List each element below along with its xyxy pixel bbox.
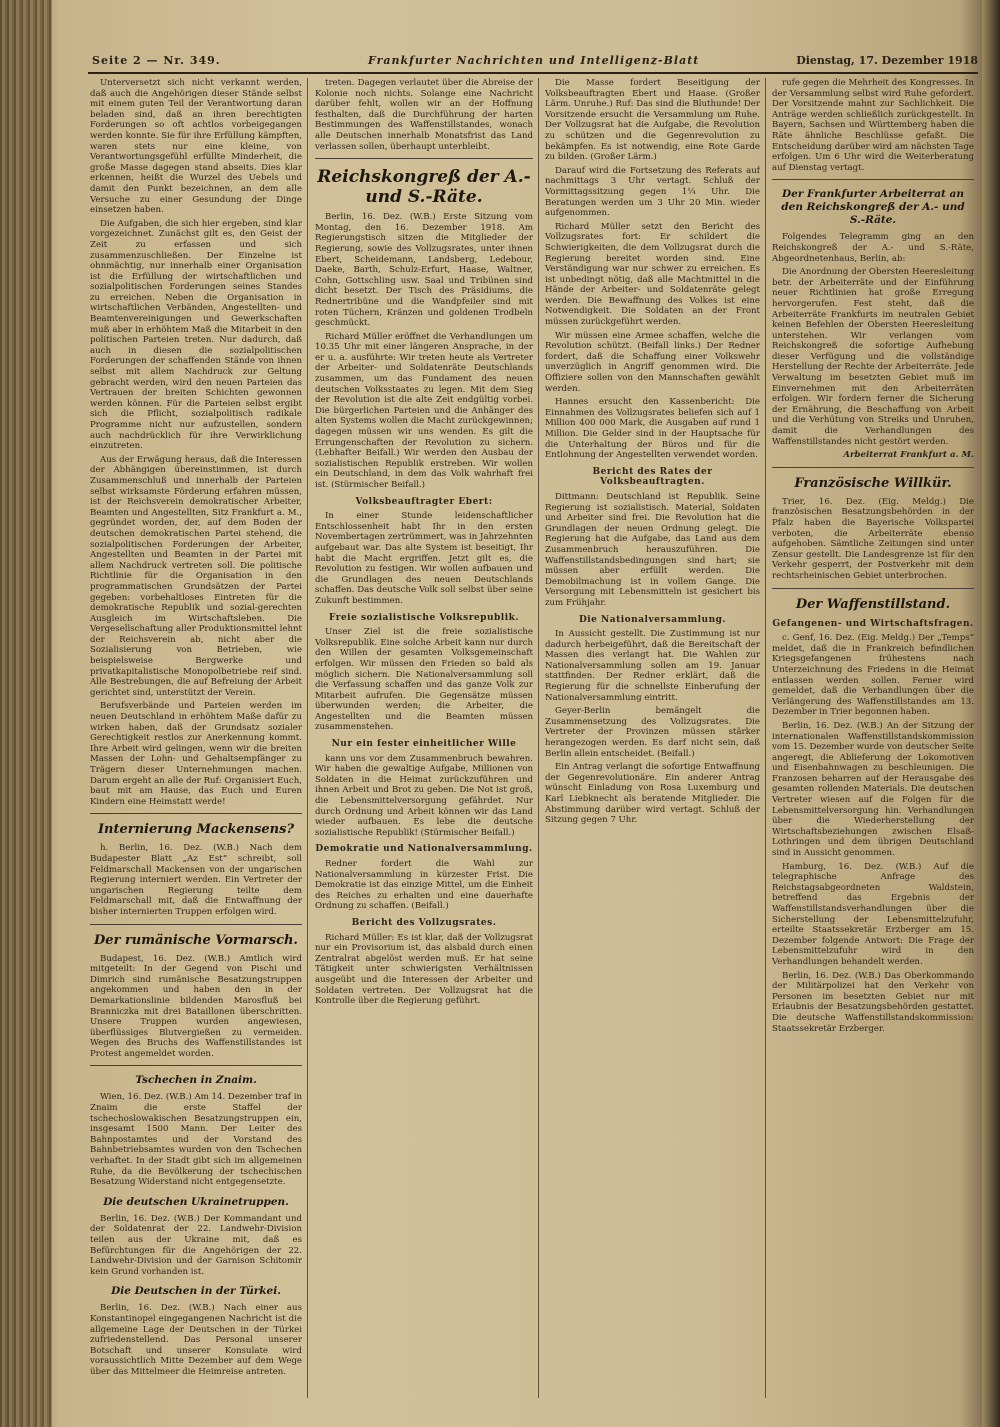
column-4	[772, 78, 974, 1408]
divider	[90, 813, 302, 814]
article-text: Wir müssen eine Armee schaffen, welche die Revolution schützt. (Beifall links.) Der Redner fordert, daß die Schaffung einer Volkswehr unverzüglich in Angriff genommen wird. Die Offiziere sollen von den Mannschaften gewählt werden.	[545, 330, 760, 394]
headline-reichskongress: Reichskongreß der A.- und S.-Räte.	[317, 167, 531, 208]
article-text: Unterversetzt sich nicht verkannt werden, daß auch die Angehörigen dieser Stände selbst mit einem guten Teil der Verantwortung daran beladen sind, daß an ihren berechtigten Forderungen so oft achtlos vorbeigegangen werden konnte. Sie für ihre Erfüllung kämpften, waren stets nur eine kleine, von Verantwortungsgefühl erfüllte Minderheit, die große Masse dagegen stand abseits. Dies klar erkennen, heißt die Wurzel des Uebels und damit den Punkt bezeichnen, an dem alle Versuche zu einer Gesundung der Dinge einsetzen haben.	[90, 78, 302, 216]
divider	[90, 924, 302, 925]
article-text: Richard Müller setzt den Bericht des Vollzugsrates fort: Er schildert die Schwierigkeiten, die dem Vollzugsrat durch die Regierung bereitet worden sind. Eine Verständigung war nur schwer zu erreichen. Es ist unbedingt nötig, daß alle Machtmittel in die Hände der Arbeiter- und Soldatenräte gelegt werden. Die Bewaffnung des Volkes ist eine Notwendigkeit. Die Soldaten an der Front müssen zurückgeführt werden.	[545, 221, 760, 328]
headline-tschechen: Tschechen in Znaim.	[135, 1074, 257, 1087]
subheadline-volksrepublik: Freie sozialistische Volksrepublik.	[328, 612, 520, 623]
article-text: Redner fordert die Wahl zur Nationalversammlung in kürzester Frist. Die Demokratie ist das einzige Mittel, um die Einheit des Reiches zu erhalten und eine dauerhafte Ordnung zu schaffen. (Beifall.)	[315, 859, 533, 912]
article-text: h. Berlin, 16. Dez. (W.B.) Nach dem Budapester Blatt „Az Est“ schreibt, soll Feldmarschall Mackensen von der ungarischen Regierung interniert werden. Ein Vertreter der ungarischen Regierung teilte dem Feldmarschall mit, daß die Entwaffnung der bisher internierten Truppen erfolgen wird.	[90, 843, 302, 917]
article-text: kann uns vor dem Zusammenbruch bewahren. Wir haben die gewaltige Aufgabe, Millionen von Soldaten in die Heimat zurückzuführen und ihnen Arbeit und Brot zu geben. Die Not ist groß, die Lebensmittelversorgung gefährdet. Nur durch Ordnung und Arbeit können wir das Land wieder aufbauen. Es lebe die deutsche sozialistische Republik! (Stürmischer Beifall.)	[315, 753, 533, 838]
subheadline-wille: Nur ein fester einheitlicher Wille	[331, 739, 517, 750]
article-text: Berlin, 16. Dez. (W.B.) Nach einer aus Konstantinopel eingegangenen Nachricht ist die allgemeine Lage der Deutschen in der Türkei zufriedenstellend. Das Personal unserer Botschaft und unserer Konsulate wird voraussichtlich Mitte Dezember auf dem Wege über das Mittelmeer die Heimreise antreten.	[90, 1303, 302, 1377]
article-text: treten. Dagegen verlautet über die Abreise der Kolonie noch nichts. Solange eine Nachricht darüber fehlt, wollen wir an der Hoffnung festhalten, daß die Durchführung der harten Bestimmungen des Waffenstillstandes, wonach alle Deutschen innerhalb Monatsfrist das Land verlassen sollen, überhaupt unterbleibt.	[315, 78, 533, 152]
headline-franzoesische-willkuer: Französische Willkür.	[794, 475, 952, 491]
article-text: Hamburg, 16. Dez. (W.B.) Auf die telegraphische Anfrage des Reichstagsabgeordneten Waldstein, betreffend das Ergebnis der Waffenstillstandsverhandlungen über die Sicherstellung der Lebensmittelzufuhr, erteilte Staatssekretär Erzberger am 15. Dezember folgende Antwort: Die Frage der Lebensmittelzufuhr wird in den Verhandlungen behandelt werden.	[772, 861, 974, 967]
subheadline-nationalversammlung: Die Nationalversammlung.	[578, 614, 727, 625]
article-text: c. Genf, 16. Dez. (Eig. Meldg.) Der „Temps“ meldet, daß die in Frankreich befindlichen Kriegsgefangenen frühestens nach Unterzeichnung des Friedens in die Heimat entlassen werden sollen. Ferner wird gemeldet, daß die Verhandlungen über die Verlängerung des Waffenstillstandes am 13. Dezember in Trier begonnen haben.	[772, 633, 974, 718]
page-header	[88, 52, 978, 74]
article-text: Ein Antrag verlangt die sofortige Entwaffnung der Gegenrevolutionäre. Ein anderer Antrag wünscht Einladung von Rosa Luxemburg und Karl Liebknecht als beratende Mitglieder. Die Abstimmung darüber wird vertagt. Schluß der Sitzung gegen 7 Uhr.	[545, 762, 760, 826]
article-text: Wien, 16. Dez. (W.B.) Am 14. Dezember traf in Znaim die erste Staffel der tschechoslowakischen Besatzungstruppen ein, insgesamt 1500 Mann. Der Leiter des Bahnpostamtes und der Vorstand des Bahnbetriebsamtes wurden von den Tschechen verhaftet. In der Stadt gibt sich im allgemeinen Ruhe, da die Bevölkerung der tschechischen Besatzung Widerstand nicht entgegensetzte.	[90, 1092, 302, 1188]
divider	[315, 158, 533, 159]
column-3	[545, 78, 760, 1408]
headline-ukraine: Die deutschen Ukrainetruppen.	[103, 1195, 289, 1208]
subheadline-bericht: Bericht des Vollzugsrates.	[351, 917, 497, 928]
article-text: Trier, 16. Dez. (Eig. Meldg.) Die französischen Besatzungsbehörden in der Pfalz haben die Bayerische Volkspartei verboten, die Arbeiterräte ebenso aufgehoben. Sämtliche Zeitungen sind unter Zensur gestellt. Die Landesgrenze ist für den Verkehr gesperrt, der Postverkehr mit dem rechtsrheinischen Gebiet unterbrochen.	[772, 496, 974, 581]
article-text: Folgendes Telegramm ging an den Reichskongreß der A.- und S.-Räte, Abgeordnetenhaus, Berlin, ab:	[772, 232, 974, 264]
article-text: Berlin, 16. Dez. (W.B.) An der Sitzung der internationalen Waffenstillstandskommission vom 15. Dezember wurde von deutscher Seite angeregt, die Ablieferung der Lokomotiven und Eisenbahnwagen zu beschleunigen. Die Franzosen beharren auf der Herausgabe des gesamten rollenden Materials. Die deutschen Vertreter wiesen auf die Folgen für die Lebensmittelversorgung hin. Verhandlungen über die Wiederherstellung der Wirtschaftsbeziehungen zwischen Elsaß-Lothringen und dem übrigen Deutschland sind in Aussicht genommen.	[772, 720, 974, 859]
divider	[772, 467, 974, 468]
book-binding	[0, 0, 52, 1427]
article-text: Budapest, 16. Dez. (W.B.) Amtlich wird mitgeteilt: In der Gegend von Pischi und Dimrich sind rumänische Besatzungstruppen angekommen und haben den in der Demarkationslinie bildenden Marosfluß bei Branniczka mit drei Bataillonen überschritten. Unsere Truppen wurden angewiesen, überflüssiges Blutvergießen zu vermeiden. Wegen des Bruchs des Waffenstillstandes ist Protest angemeldet worden.	[90, 953, 302, 1059]
article-text: Berlin, 16. Dez. (W.B.) Das Oberkommando der Militärpolizei hat den Verkehr von Personen im besetzten Gebiet nur mit Erlaubnis der Besatzungsbehörden gestattet. Die deutsche Waffenstillstandskommission: Staatssekretär Erzberger.	[772, 970, 974, 1034]
article-text: Die Anordnung der Obersten Heeresleitung betr. der Arbeiterräte und der Einführung neuer Richtlinien hat große Erregung hervorgerufen. Fest steht, daß die Arbeiterräte Frankfurts im neutralen Gebiet keinen Befehlen der Obersten Heeresleitung unterstehen. Wir verlangen vom Reichskongreß die sofortige Aufhebung dieser Verfügung und die vollständige Herstellung der Rechte der Arbeiterräte. Jede Verwaltung im besetzten Gebiet muß im Einvernehmen mit den Arbeiterräten erfolgen. Wir fordern ferner die Sicherung der Ernährung, die Beschaffung von Arbeit und die Verhütung von Streiks und Unruhen, damit die Verhandlungen des Waffenstillstandes nicht gestört werden.	[772, 267, 974, 447]
issue-date: Dienstag, 17. Dezember 1918	[796, 54, 978, 67]
article-text: Die Masse fordert Beseitigung der Volksbeauftragten Ebert und Haase. (Großer Lärm. Unruhe.) Ruf: Das sind die Bluthunde! Der Vorsitzende ersucht die Versammlung um Ruhe. Der Vollzugsrat hat die Aufgabe, die Revolution zu schützen und die Gegenrevolution zu bekämpfen. Es ist notwendig, eine Rote Garde zu bilden. (Großer Lärm.)	[545, 78, 760, 163]
column-2	[315, 78, 533, 1408]
newspaper-title: Frankfurter Nachrichten und Intelligenz-Blatt	[368, 54, 700, 67]
page-edge-shadow	[982, 0, 1000, 1427]
divider	[90, 1065, 302, 1066]
article-text: rufe gegen die Mehrheit des Kongresses. In der Versammlung selbst wird Ruhe gefordert. Der Vorsitzende mahnt zur Sachlichkeit. Die Anträge werden schließlich zurückgestellt. In Bayern, Sachsen und Württemberg haben die Räte ähnliche Beschlüsse gefaßt. Die Entscheidung darüber wird am nächsten Tage erfolgen. Um 6 Uhr wird die Weiterberatung auf Dienstag vertagt.	[772, 78, 974, 173]
signature-arbeiterrat: Arbeiterrat Frankfurt a. M.	[843, 450, 974, 461]
headline-frankfurter-arbeiterrat: Der Frankfurter Arbeiterrat an den Reichskongreß der A.- und S.-Räte.	[781, 188, 965, 227]
column-rule	[538, 78, 539, 1398]
divider	[772, 588, 974, 589]
article-text: In einer Stunde leidenschaftlicher Entschlossenheit habt Ihr in den ersten Novembertagen zertrümmert, was in Jahrzehnten aufgebaut war. Das alte System ist beseitigt, Ihr habt die Macht ergriffen. Jetzt gilt es, die Revolution zu festigen. Wir wollen aufbauen und die Grundlagen des neuen Deutschlands schaffen. Das deutsche Volk soll selbst über seine Zukunft bestimmen.	[315, 511, 533, 606]
subheadline-demokratie: Demokratie und Nationalversammlung.	[315, 844, 533, 855]
headline-rumaenisch: Der rumänische Vormarsch.	[94, 932, 298, 948]
article-text: In Aussicht gestellt. Die Zustimmung ist nur dadurch herbeigeführt, daß die Bereitschaft der Massen dies verlangt hat. Die Wahlen zur Nationalversammlung sollen am 19. Januar stattfinden. Der Redner erklärt, daß die Regierung für die schnellste Einberufung der Nationalversammlung eintritt.	[545, 629, 760, 703]
article-text: Hannes ersucht den Kassenbericht: Die Einnahmen des Vollzugsrates beliefen sich auf 1 Million 400 000 Mark, die Ausgaben auf rund 1 Million. Die Gelder sind in der Hauptsache für die Unterhaltung der Büros und für die Entlohnung der Angestellten verwendet worden.	[545, 397, 760, 461]
article-text: Berufsverbände und Parteien werden im neuen Deutschland in erhöhtem Maße dafür zu wirken haben, daß der Grundsatz sozialer Gerechtigkeit restlos zur Anerkennung kommt. Ihre Arbeit wird gelingen, wenn wir die breiten Massen der Lohn- und Gehaltsempfänger zu Trägern dieser Unternehmungen machen. Darum ergeht an alle der Ruf: Organisiert Euch, baut mit am Hause, das Euch und Euren Kindern eine Heimstatt werde!	[90, 701, 302, 807]
page-number: Seite 2 — Nr. 349.	[92, 54, 221, 67]
column-rule	[765, 78, 766, 1398]
column-1	[90, 78, 302, 1408]
column-rule	[307, 78, 308, 1398]
article-text: Darauf wird die Fortsetzung des Referats auf nachmittags 3 Uhr vertagt. Schluß der Vormittagssitzung gegen 1¼ Uhr. Die Beratungen werden um 3 Uhr 20 Min. wieder aufgenommen.	[545, 165, 760, 219]
article-text: Richard Müller: Es ist klar, daß der Vollzugsrat nur ein Provisorium ist, das alsbald durch einen Zentralrat abgelöst werden muß. Er hat seine Tätigkeit unter schwierigsten Verhältnissen ausgeübt und die Interessen der Arbeiter und Soldaten vertreten. Der Vollzugsrat hat die Kontrolle über die Regierung geführt.	[315, 932, 533, 1007]
article-text: Aus der Erwägung heraus, daß die Interessen der Abhängigen übereinstimmen, ist durch Zusammenschluß und innerhalb der Parteien selbst wirksamste Förderung erfahren müssen, ist der Reichsverein demokratischer Arbeiter, Beamten und Angestellten, Sitz Frankfurt a. M., gegründet worden, der, auf dem Boden der deutschen demokratischen Partei stehend, die sozialpolitischen Forderungen der Arbeiter, Angestellten und Beamten in der Partei mit allem Nachdruck vertreten soll. Die politische Richtlinie für die Organisation in den programmatischen Grundsätzen der Partei gegeben: vorbehaltloses Eintreten für die demokratische Republik und sozial-gerechten Ausgleich im Wirtschaftsleben. Die Vergesellschaftung aller Produktionsmittel lehnt der Reichsverein ab, nicht aber die Sozialisierung von Betrieben, wie beispielsweise Bergwerke und privatkapitalistische Monopolbetriebe reif sind. Alle Bestrebungen, die auf Befreiung der Arbeit gerichtet sind, unterstützt der Verein.	[90, 454, 302, 698]
headline-waffenstillstand: Der Waffenstillstand.	[795, 596, 951, 612]
article-text: Die Aufgaben, die sich hier ergeben, sind klar vorgezeichnet. Zunächst gilt es, den Geist der Zeit zu erfassen und sich zusammenzuschließen. Der Einzelne ist ohnmächtig, nur innerhalb einer Organisation ist die Erfüllung der wirtschaftlichen und sozialpolitischen Forderungen seines Standes zu erreichen. Neben die Organisation in wirtschaftlichen Verbänden, Angestellten- und Beamtenvereinigungen und Gewerkschaften muß aber in erhöhtem Maß die Mitarbeit in den politischen Parteien treten. Nur dadurch, daß auch in diesen die sozialpolitischen Forderungen der schaffenden Stände von ihnen selbst mit allem Nachdruck zur Geltung gebracht werden, wird den neuen Parteien das Vertrauen der breiten Schichten gewonnen werden können. Für die Parteien selbst ergibt sich die Pflicht, sozialpolitisch radikale Programme nicht nur aufzustellen, sondern auch nachdrücklich für ihre Verwirklichung einzutreten.	[90, 218, 302, 452]
divider	[772, 179, 974, 180]
article-text: Berlin, 16. Dez. (W.B.) Der Kommandant und der Soldatenrat der 22. Landwehr-Division teilen aus der Ukraine mit, daß es Befürchtungen für die Angehörigen der 22. Landwehr-Division und der Garnison Schitomir kein Grund vorhanden ist.	[90, 1213, 302, 1277]
headline-tuerkei: Die Deutschen in der Türkei.	[111, 1285, 281, 1298]
subheadline-gefangene: Gefangenen- und Wirtschaftsfragen.	[772, 618, 974, 629]
article-text: Geyer-Berlin bemängelt die Zusammensetzung des Vollzugsrates. Die Vertreter der Provinzen müssen stärker herangezogen werden. Es darf nicht sein, daß Berlin allein entscheidet. (Beifall.)	[545, 706, 760, 759]
article-text: Unser Ziel ist die freie sozialistische Volksrepublik. Eine solche Arbeit kann nur durch den Willen der gesamten Volksgemeinschaft erfolgen. Wir müssen den Frieden so bald als möglich sichern. Die Nationalversammlung soll die Verfassung schaffen und das ganze Volk zur Mitarbeit aufrufen. Die Gegensätze müssen überwunden werden; die Arbeiter, die Angestellten und die Beamten müssen zusammenstehen.	[315, 627, 533, 733]
article-text: Dittmann: Deutschland ist Republik. Seine Regierung ist sozialistisch. Material, Soldaten und Arbeiter sind frei. Die Revolution hat die Grundlagen der neuen Ordnung gelegt. Die Regierung hat die Aufgabe, das Land aus dem Zusammenbruch herauszuführen. Die Waffenstillstandsbedingungen sind hart; sie müssen aber erfüllt werden. Die Demobilmachung ist in vollem Gange. Die Versorgung mit Lebensmitteln ist gesichert bis zum Frühjahr.	[545, 491, 760, 608]
article-text: Berlin, 16. Dez. (W.B.) Erste Sitzung vom Montag, den 16. Dezember 1918. Am Regierungstisch sitzen die Mitglieder der Regierung, sowie des Vollzugsrates, unter ihnen Ebert, Scheidemann, Landsberg, Ledebour, Daeke, Barth, Schulz-Erfurt, Haase, Waltner, Cohn, Gottschling usw. Saal und Tribünen sind dicht besetzt. Der Tisch des Präsidiums, die Rednertribüne und die Wandpfeiler sind mit roten Tüchern, Kränzen und goldenen Trodbeln geschmückt.	[315, 212, 533, 329]
subheadline-rat: Bericht des Rates der Volksbeauftragten.	[592, 466, 713, 488]
subheadline-ebert: Volksbeauftragter Ebert:	[355, 496, 493, 507]
headline-mackensen: Internierung Mackensens?	[97, 822, 295, 838]
article-text: Richard Müller eröffnet die Verhandlungen um 10.35 Uhr mit einer längeren Ansprache, in der er u. a. ausführte: Wir treten heute als Vertreter der Arbeiter- und Soldatenräte Deutschlands zusammen, um das Fundament des neuen deutschen Volksstaates zu legen. Mit dem Sieg der Revolution ist die alte Zeit endgültig vorbei. Die bürgerlichen Parteien und die Anhänger des alten Systems wollen die Macht zurückgewinnen; dagegen müssen wir uns wenden. Es gilt die Errungenschaften der Revolution zu sichern. (Lebhafter Beifall.) Wir werden den Ausbau der sozialistischen Republik erstreben. Wir wollen ein Deutschland, in dem das Volk wahrhaft frei ist. (Stürmischer Beifall.)	[315, 331, 533, 490]
